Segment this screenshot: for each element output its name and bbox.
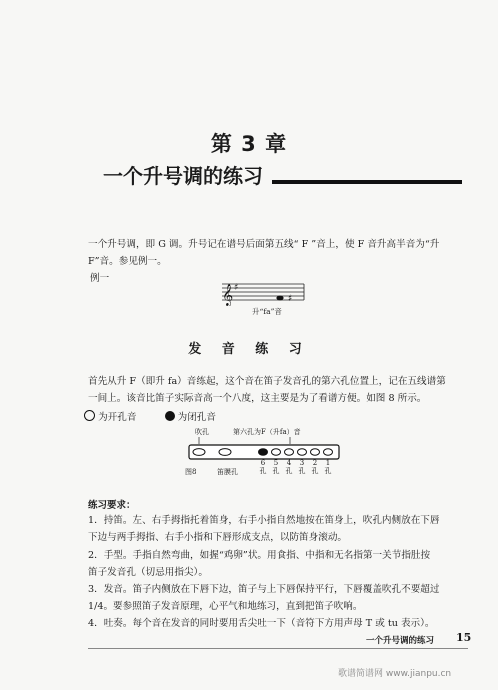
intro-line-1: 一个升号调，即 G 调。升号记在谱号后面第五线“ F ”音上，使 F 音升高半音为“升 <box>88 239 440 250</box>
sharp-sign-icon: ♯ <box>234 283 239 293</box>
hole-numbers <box>185 459 355 489</box>
music-staff-example <box>218 280 308 306</box>
intro-line-2: F”音。参见例一。 <box>88 256 167 267</box>
hole-number: 6 孔 <box>259 459 267 475</box>
requirements-heading: 练习要求： <box>88 500 136 511</box>
membrane-hole <box>219 449 231 456</box>
finger-hole <box>324 449 333 456</box>
legend-closed-text: 为闭孔音 <box>177 412 216 423</box>
hole-number: 5 孔 <box>272 459 280 475</box>
req-2-line-1: 2．手型。手指自然弯曲，如握“鸡卵”状。用食指、中指和无名指第一关节指肚按 <box>88 550 431 561</box>
note-head <box>276 296 283 301</box>
closed-hole-icon <box>165 411 175 421</box>
figure-label: 图8 <box>185 468 197 476</box>
watermark: 歌谱简谱网 www.jianpu.cn <box>338 669 452 679</box>
finger-hole <box>285 449 294 456</box>
finger-hole <box>259 449 268 456</box>
finger-hole <box>272 449 281 456</box>
req-3-line-2: 1/4。要参照笛子发音原理，心平气和地练习，直到把笛子吹响。 <box>88 601 363 612</box>
hole-number: 2 孔 <box>311 459 319 475</box>
section-heading: 发 音 练 习 <box>188 342 310 357</box>
sharp-note-icon: ♯ <box>288 294 293 304</box>
finger-hole <box>311 449 320 456</box>
title-underline <box>272 180 462 184</box>
finger-hole <box>298 449 307 456</box>
sixth-hole-label: 第六孔为F（升fa）音 <box>233 428 301 436</box>
blow-hole <box>193 449 205 456</box>
membrane-hole-label: 笛膜孔 <box>217 468 238 476</box>
hole-number: 1 孔 <box>324 459 332 475</box>
page-number: 15 <box>456 631 472 644</box>
running-title: 一个升号调的练习 <box>366 636 435 646</box>
hole-number: 3 孔 <box>298 459 306 475</box>
footer-rule <box>88 648 468 649</box>
req-1-line-1: 1．持笛。左、右手拇指托着笛身，右手小指自然地按在笛身上，吹孔内侧放在下唇 <box>88 515 440 526</box>
example-label: 例一 <box>90 273 110 284</box>
chapter-title: 一个升号调的练习 <box>103 164 263 188</box>
section-line-2: 一间上。该音比笛子实际音高一个八度，这主要是为了看谱方便。如图 8 所示。 <box>88 393 427 404</box>
staff-caption: 升“fa”音 <box>252 307 282 316</box>
req-4-line-1: 4．吐奏。每个音在发音的同时要用舌尖吐一下（音符下方用声母 T 或 tu 表示）。 <box>88 618 435 629</box>
req-3-line-1: 3．发音。笛子内侧放在下唇下边，笛子与上下唇保持平行，下唇覆盖吹孔不要超过 <box>88 584 440 595</box>
hole-legend <box>84 409 216 423</box>
req-2-line-2: 笛子发音孔（切忌用指尖）。 <box>88 567 208 578</box>
section-line-1: 首先从升 F（即升 fa）音练起，这个音在笛子发音孔的第六孔位置上，记在五线谱第 <box>88 376 446 387</box>
hole-number: 4 孔 <box>285 459 293 475</box>
legend-open-text: 为开孔音 <box>98 412 137 423</box>
treble-clef-icon: 𝄞 <box>222 284 234 306</box>
open-hole-icon <box>84 410 95 421</box>
req-1-line-2: 下边与两手拇指、右手小指和下唇形成支点，以防笛身滚动。 <box>88 532 348 543</box>
blow-hole-label: 吹孔 <box>195 428 209 436</box>
chapter-number: 第 3 章 <box>210 132 288 156</box>
flute-diagram <box>185 425 355 491</box>
